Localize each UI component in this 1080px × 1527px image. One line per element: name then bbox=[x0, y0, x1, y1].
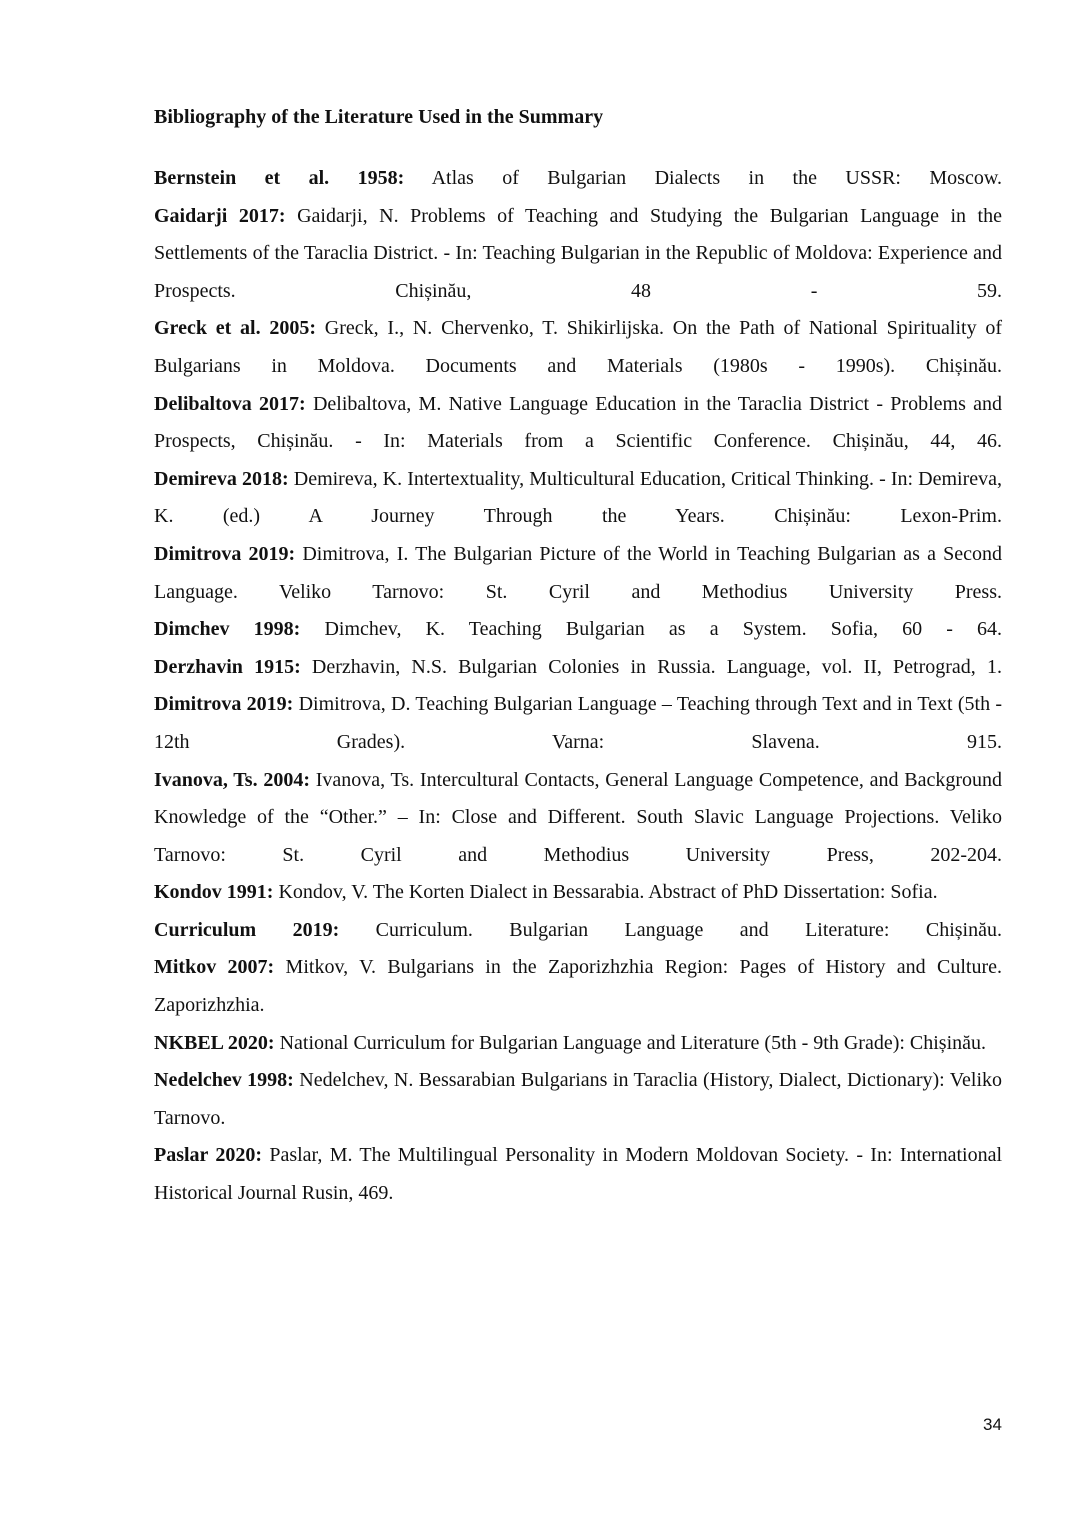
bibliography-entry bbox=[154, 461, 1002, 536]
entry-key: Delibaltova 2017: bbox=[154, 392, 306, 415]
bibliography-list bbox=[154, 160, 1002, 1213]
entry-text: Gaidarji, N. Problems of Teaching and Studying the Bulgarian Language in the Settlements of the Taraclia District. - In: Teaching Bulgarian in the Republic of Moldova: Experience and Prospects. Chișinău, 48 - 59. bbox=[154, 204, 1002, 302]
bibliography-entry bbox=[154, 649, 1002, 687]
entry-text: Ivanova, Ts. Intercultural Contacts, General Language Competence, and Background Knowledge of the “Other.” – In: Close and Different. South Slavic Language Projections. Veliko Tarnovo: St. Cyril and Methodius University Press, 202-204. bbox=[154, 768, 1002, 866]
bibliography-entry bbox=[154, 912, 1002, 950]
entry-text: Mitkov, V. Bulgarians in the Zaporizhzhia Region: Pages of History and Culture. Zaporizhzhia. bbox=[154, 956, 1002, 1017]
entry-text: Dimitrova, D. Teaching Bulgarian Language – Teaching through Text and in Text (5th - 12th Grades). Varna: Slavena. 915. bbox=[154, 693, 1002, 753]
entry-key: Derzhavin 1915: bbox=[154, 655, 301, 678]
entry-key: Gaidarji 2017: bbox=[154, 204, 286, 227]
entry-key: Curriculum 2019: bbox=[154, 918, 340, 941]
entry-key: Demireva 2018: bbox=[154, 467, 289, 490]
bibliography-entry bbox=[154, 686, 1002, 761]
bibliography-entry bbox=[154, 874, 1002, 912]
entry-key: Nedelchev 1998: bbox=[154, 1069, 294, 1092]
entry-key: Paslar 2020: bbox=[154, 1144, 263, 1167]
entry-text: Curriculum. Bulgarian Language and Literature: Chișinău. bbox=[339, 918, 1002, 941]
section-heading: Bibliography of the Literature Used in the Summary bbox=[154, 106, 604, 128]
entry-key: Bernstein et al. 1958: bbox=[154, 167, 405, 189]
entry-key: Dimchev 1998: bbox=[154, 618, 301, 641]
entry-text: Dimitrova, I. The Bulgarian Picture of the World in Teaching Bulgarian as a Second Language. Veliko Tarnovo: St. Cyril and Methodius University Press. bbox=[154, 542, 1002, 603]
entry-key: Dimitrova 2019: bbox=[154, 693, 294, 716]
bibliography-entry bbox=[154, 536, 1002, 611]
entry-text: Demireva, K. Intertextuality, Multicultural Education, Critical Thinking. - In: Demireva, K. (ed.) A Journey Through the Years. Chișinău: Lexon-Prim. bbox=[154, 467, 1003, 528]
entry-text: Delibaltova, M. Native Language Education in the Taraclia District - Problems and Prospects, Chișinău. - In: Materials from a Scientific Conference. Chișinău, 44, 46. bbox=[154, 392, 1003, 453]
bibliography-entry bbox=[154, 762, 1002, 875]
entry-key: Ivanova, Ts. 2004: bbox=[154, 768, 310, 791]
entry-text: Derzhavin, N.S. Bulgarian Colonies in Russia. Language, vol. II, Petrograd, 1. bbox=[300, 655, 1002, 678]
bibliography-entry bbox=[154, 160, 1002, 198]
bibliography-entry bbox=[154, 386, 1002, 461]
entry-text: National Curriculum for Bulgarian Language and Literature (5th - 9th Grade): Chișinău. bbox=[274, 1031, 987, 1054]
entry-text: Atlas of Bulgarian Dialects in the USSR: Moscow. bbox=[404, 167, 1002, 189]
entry-key: NKBEL 2020: bbox=[154, 1031, 275, 1054]
bibliography-entry bbox=[154, 1062, 1002, 1137]
entry-text: Paslar, M. The Multilingual Personality in Modern Moldovan Society. - In: International Historical Journal Rusin, 469. bbox=[154, 1144, 1003, 1205]
entry-text: Greck, I., N. Chervenko, T. Shikirlijska. On the Path of National Spirituality of Bulgarians in Moldova. Documents and Materials (1980s - 1990s). Chișinău. bbox=[154, 317, 1003, 377]
bibliography-entry bbox=[154, 198, 1002, 311]
entry-text: Nedelchev, N. Bessarabian Bulgarians in Taraclia (History, Dialect, Dictionary): Veliko Tarnovo. bbox=[154, 1069, 1002, 1129]
entry-key: Mitkov 2007: bbox=[154, 956, 275, 979]
bibliography-entry bbox=[154, 1137, 1002, 1212]
bibliography-entry bbox=[154, 310, 1002, 385]
bibliography-entry bbox=[154, 1025, 1002, 1063]
bibliography-entry bbox=[154, 949, 1002, 1024]
entry-text: Kondov, V. The Korten Dialect in Bessarabia. Abstract of PhD Dissertation: Sofia. bbox=[273, 881, 938, 904]
entry-key: Dimitrova 2019: bbox=[154, 542, 296, 565]
bibliography-entry bbox=[154, 611, 1002, 649]
page-number: 34 bbox=[983, 1415, 1002, 1434]
entry-text: Dimchev, K. Teaching Bulgarian as a System. Sofia, 60 - 64. bbox=[300, 618, 1002, 641]
entry-key: Greck et al. 2005: bbox=[154, 317, 317, 340]
entry-key: Kondov 1991: bbox=[154, 881, 274, 904]
